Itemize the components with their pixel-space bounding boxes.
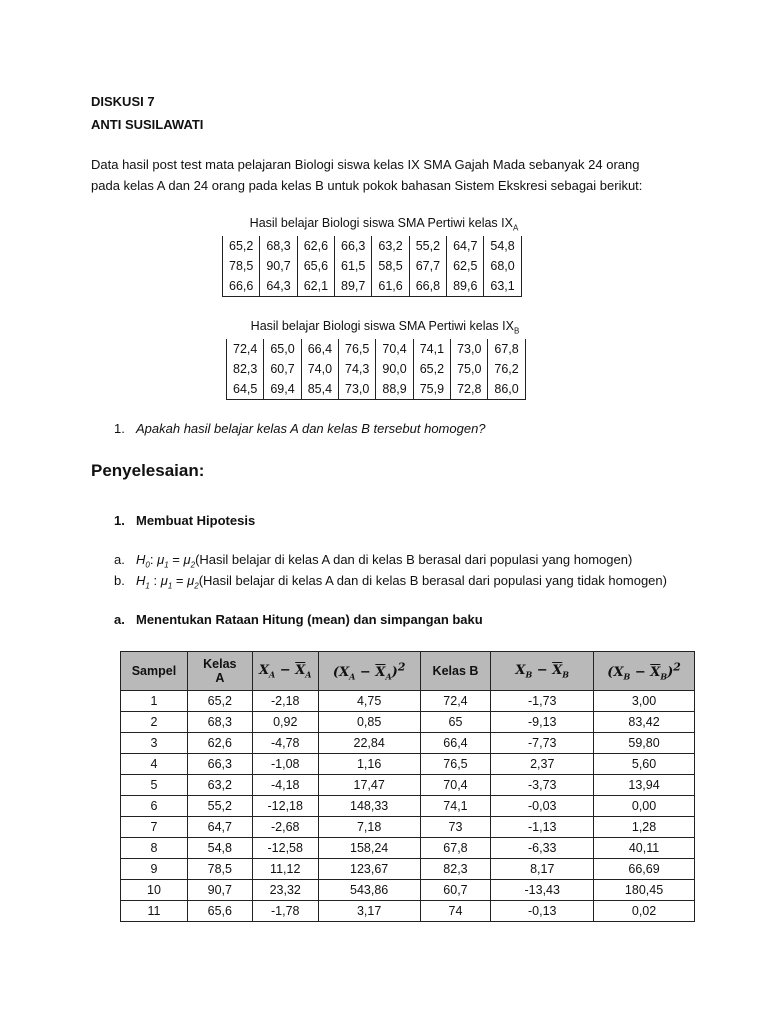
header-kelas-b: Kelas B: [420, 652, 491, 691]
h0-symbol: H: [136, 552, 146, 567]
table-cell: 11: [121, 901, 188, 922]
sq-b-close: ): [667, 664, 674, 680]
grid-cell: 75,0: [451, 359, 488, 379]
grid-cell: 86,0: [488, 379, 525, 400]
doc-title: DISKUSI 7: [91, 94, 155, 109]
dev-a-sub: A: [269, 669, 276, 680]
table-cell: 0,85: [318, 712, 420, 733]
dev-a-x: X: [258, 662, 270, 678]
mu-2-sub: 2: [190, 560, 196, 570]
table-cell: 64,7: [187, 817, 252, 838]
table-b-caption: [226, 319, 544, 336]
table-cell: 83,42: [594, 712, 695, 733]
table-cell: 123,67: [318, 859, 420, 880]
mu-1-symbol: μ: [157, 552, 165, 567]
grid-cell: 65,2: [223, 236, 260, 256]
table-b-caption-text: Hasil belajar Biologi siswa SMA Pertiwi kelas IX: [250, 319, 514, 333]
grid-cell: 89,6: [447, 276, 484, 297]
step-1-number: 1.: [114, 513, 125, 528]
hypothesis-h0: [114, 552, 632, 570]
table-cell: 65,6: [187, 901, 252, 922]
table-cell: 0,02: [594, 901, 695, 922]
table-row: [121, 775, 695, 796]
table-cell: 74: [420, 901, 491, 922]
grid-cell: 67,8: [488, 339, 525, 359]
grid-cell: 64,5: [227, 379, 264, 400]
table-row: [121, 712, 695, 733]
sq-b-x: X: [613, 664, 624, 680]
mu-1-symbol-b: μ: [160, 573, 168, 588]
grid-cell: 82,3: [227, 359, 264, 379]
grid-cell: 74,1: [413, 339, 450, 359]
sq-b-power: 2: [673, 660, 681, 674]
table-cell: 23,32: [252, 880, 318, 901]
grid-cell: 76,2: [488, 359, 525, 379]
table-row: [121, 817, 695, 838]
grid-cell: 63,1: [484, 276, 521, 297]
table-cell: 66,3: [187, 754, 252, 775]
grid-cell: 62,5: [447, 256, 484, 276]
h1-sub: 1: [145, 581, 150, 591]
table-cell: 543,86: [318, 880, 420, 901]
mu-1-sub-b: 1: [167, 581, 173, 591]
grid-cell: 90,0: [376, 359, 413, 379]
table-cell: 9: [121, 859, 188, 880]
grid-cell: 64,7: [447, 236, 484, 256]
table-cell: 65: [420, 712, 491, 733]
eq-sign: =: [168, 552, 184, 567]
question-text: Apakah hasil belajar kelas A dan kelas B tersebut homogen?: [136, 421, 486, 436]
grid-cell: 73,0: [339, 379, 376, 400]
step-2-text: Menentukan Rataan Hitung (mean) dan simpangan baku: [136, 612, 483, 627]
table-a-caption: [222, 216, 546, 233]
step-2-number: a.: [114, 612, 125, 627]
grid-cell: 66,6: [223, 276, 260, 297]
header-deviation-a: [252, 652, 318, 691]
grid-cell: 65,0: [264, 339, 301, 359]
h0-sep: :: [149, 552, 154, 567]
table-cell: -12,18: [252, 796, 318, 817]
table-cell: 1,28: [594, 817, 695, 838]
table-cell: 67,8: [420, 838, 491, 859]
header-squared-a: [318, 652, 420, 691]
table-a-caption-sub: A: [512, 223, 519, 233]
table-cell: 10: [121, 880, 188, 901]
grid-cell: 63,2: [372, 236, 409, 256]
table-cell: -3,73: [491, 775, 594, 796]
sq-a-open: (: [332, 664, 340, 680]
header-kelas-a: [187, 652, 252, 691]
sq-a-sub: A: [349, 671, 356, 682]
dev-a-xbar: $\overline{X}$: [295, 662, 306, 678]
step-2: [114, 612, 483, 627]
question-number: 1.: [114, 421, 125, 436]
table-cell: 158,24: [318, 838, 420, 859]
grid-row: [223, 276, 522, 297]
grid-cell: 75,9: [413, 379, 450, 400]
table-row: [121, 754, 695, 775]
grid-cell: 58,5: [372, 256, 409, 276]
h1-sep: :: [149, 573, 158, 588]
table-cell: 5: [121, 775, 188, 796]
table-class-b: [226, 339, 526, 400]
header-kelas-a-line1: Kelas: [203, 657, 237, 671]
table-cell: 59,80: [594, 733, 695, 754]
mu-2-symbol: μ: [183, 552, 191, 567]
table-cell: 70,4: [420, 775, 491, 796]
table-cell: 66,69: [594, 859, 695, 880]
eq-sign-b: =: [172, 573, 188, 588]
table-cell: 2: [121, 712, 188, 733]
table-cell: 3: [121, 733, 188, 754]
table-cell: -13,43: [491, 880, 594, 901]
table-cell: 68,3: [187, 712, 252, 733]
table-cell: -1,73: [491, 691, 594, 712]
dev-b-bar-sub: B: [562, 669, 570, 680]
header-sampel: Sampel: [121, 652, 188, 691]
table-cell: 66,4: [420, 733, 491, 754]
table-cell: 76,5: [420, 754, 491, 775]
table-a-caption-text: Hasil belajar Biologi siswa SMA Pertiwi kelas IX: [249, 216, 513, 230]
table-cell: -4,18: [252, 775, 318, 796]
table-cell: 1,16: [318, 754, 420, 775]
grid-cell: 78,5: [223, 256, 260, 276]
table-cell: -9,13: [491, 712, 594, 733]
step-1: [114, 513, 255, 528]
mean-std-table: [120, 651, 695, 922]
mu-2-sub-b: 2: [194, 581, 199, 591]
table-cell: -2,68: [252, 817, 318, 838]
table-cell: 54,8: [187, 838, 252, 859]
table-row: [121, 691, 695, 712]
table-cell: -12,58: [252, 838, 318, 859]
grid-cell: 55,2: [409, 236, 446, 256]
grid-cell: 54,8: [484, 236, 521, 256]
sq-b-xbar: $\overline{X}$: [650, 664, 661, 680]
table-cell: 0,92: [252, 712, 318, 733]
table-cell: -7,73: [491, 733, 594, 754]
sq-b-bar-sub: B: [660, 671, 668, 682]
sq-b-sub: B: [623, 671, 631, 682]
table-cell: 7: [121, 817, 188, 838]
table-row: [121, 901, 695, 922]
sq-b-minus: −: [630, 664, 651, 680]
h1-text: (Hasil belajar di kelas A dan di kelas B berasal dari populasi yang tidak homogen): [198, 573, 667, 588]
dev-b-sub: B: [525, 669, 533, 680]
table-cell: -0,03: [491, 796, 594, 817]
dev-a-bar-sub: A: [305, 669, 312, 680]
mu-1-sub: 1: [164, 560, 169, 570]
dev-b-minus: −: [532, 662, 553, 678]
table-cell: 5,60: [594, 754, 695, 775]
grid-cell: 88,9: [376, 379, 413, 400]
table-row: [121, 838, 695, 859]
hypothesis-h1: [114, 573, 667, 591]
table-cell: 90,7: [187, 880, 252, 901]
header-squared-b: [594, 652, 695, 691]
table-cell: 4: [121, 754, 188, 775]
section-heading: Penyelesaian:: [91, 461, 205, 480]
intro-paragraph: [91, 154, 691, 196]
author-name: ANTI SUSILAWATI: [91, 117, 204, 132]
sq-a-bar-sub: A: [385, 671, 392, 682]
sq-a-minus: −: [355, 664, 376, 680]
table-cell: 82,3: [420, 859, 491, 880]
grid-cell: 89,7: [335, 276, 372, 297]
header-kelas-a-line2: A: [215, 671, 225, 685]
mu-2-symbol-b: μ: [187, 573, 195, 588]
grid-cell: 68,0: [484, 256, 521, 276]
table-cell: 180,45: [594, 880, 695, 901]
table-cell: 22,84: [318, 733, 420, 754]
header-deviation-b: [491, 652, 594, 691]
grid-cell: 60,7: [264, 359, 301, 379]
grid-cell: 67,7: [409, 256, 446, 276]
table-cell: -1,78: [252, 901, 318, 922]
table-cell: 55,2: [187, 796, 252, 817]
grid-cell: 62,1: [297, 276, 334, 297]
table-cell: 11,12: [252, 859, 318, 880]
table-cell: 63,2: [187, 775, 252, 796]
grid-cell: 76,5: [339, 339, 376, 359]
table-cell: 78,5: [187, 859, 252, 880]
table-cell: -1,13: [491, 817, 594, 838]
table-row: [121, 880, 695, 901]
table-cell: 72,4: [420, 691, 491, 712]
table-cell: 62,6: [187, 733, 252, 754]
table-row: [121, 859, 695, 880]
grid-cell: 74,3: [339, 359, 376, 379]
table-cell: -4,78: [252, 733, 318, 754]
sq-b-open: (: [607, 664, 614, 680]
intro-line-1: Data hasil post test mata pelajaran Biologi siswa kelas IX SMA Gajah Mada sebanyak 24 orang: [91, 157, 640, 172]
grid-row: [223, 256, 522, 276]
grid-cell: 64,3: [260, 276, 297, 297]
table-cell: 65,2: [187, 691, 252, 712]
h1-symbol: H: [136, 573, 146, 588]
table-cell: -6,33: [491, 838, 594, 859]
grid-cell: 66,4: [301, 339, 338, 359]
dev-a-minus: −: [275, 662, 296, 678]
grid-cell: 69,4: [264, 379, 301, 400]
grid-cell: 61,6: [372, 276, 409, 297]
grid-cell: 85,4: [301, 379, 338, 400]
table-row: [121, 733, 695, 754]
h0-sub: 0: [145, 560, 150, 570]
table-cell: 6: [121, 796, 188, 817]
grid-cell: 74,0: [301, 359, 338, 379]
table-cell: 73: [420, 817, 491, 838]
table-cell: 3,00: [594, 691, 695, 712]
grid-cell: 73,0: [451, 339, 488, 359]
table-cell: 8,17: [491, 859, 594, 880]
hypothesis-h1-num: b.: [114, 573, 125, 588]
table-cell: 74,1: [420, 796, 491, 817]
sq-a-x: X: [339, 664, 350, 680]
hypothesis-h0-num: a.: [114, 552, 125, 567]
step-1-text: Membuat Hipotesis: [136, 513, 256, 528]
table-cell: 0,00: [594, 796, 695, 817]
grid-cell: 62,6: [297, 236, 334, 256]
table-row: [121, 796, 695, 817]
grid-row: [223, 236, 522, 256]
table-cell: 4,75: [318, 691, 420, 712]
grid-cell: 66,8: [409, 276, 446, 297]
grid-row: [227, 339, 526, 359]
grid-row: [227, 379, 526, 400]
sq-a-power: 2: [397, 660, 406, 674]
table-cell: 13,94: [594, 775, 695, 796]
sq-a-xbar: $\overline{X}$: [375, 664, 386, 680]
grid-cell: 61,5: [335, 256, 372, 276]
table-b-caption-sub: B: [513, 326, 520, 336]
table-class-a: [222, 236, 522, 297]
table-cell: 148,33: [318, 796, 420, 817]
grid-cell: 65,6: [297, 256, 334, 276]
table-cell: 40,11: [594, 838, 695, 859]
dev-b-x: X: [515, 662, 526, 678]
grid-cell: 70,4: [376, 339, 413, 359]
table-cell: 8: [121, 838, 188, 859]
question-1: [114, 421, 486, 436]
table-header-row: [121, 652, 695, 691]
table-cell: -2,18: [252, 691, 318, 712]
grid-row: [227, 359, 526, 379]
table-cell: 2,37: [491, 754, 594, 775]
dev-b-xbar: $\overline{X}$: [552, 662, 563, 678]
table-cell: 1: [121, 691, 188, 712]
grid-cell: 66,3: [335, 236, 372, 256]
grid-cell: 90,7: [260, 256, 297, 276]
grid-cell: 65,2: [413, 359, 450, 379]
table-cell: 3,17: [318, 901, 420, 922]
h0-text: (Hasil belajar di kelas A dan di kelas B berasal dari populasi yang homogen): [195, 552, 633, 567]
grid-cell: 72,4: [227, 339, 264, 359]
intro-line-2: pada kelas A dan 24 orang pada kelas B untuk pokok bahasan Sistem Ekskresi sebagai berikut:: [91, 178, 643, 193]
table-cell: 17,47: [318, 775, 420, 796]
table-cell: -1,08: [252, 754, 318, 775]
table-cell: 7,18: [318, 817, 420, 838]
grid-cell: 68,3: [260, 236, 297, 256]
table-cell: -0,13: [491, 901, 594, 922]
sq-a-close: ): [391, 664, 398, 680]
grid-cell: 72,8: [451, 379, 488, 400]
table-cell: 60,7: [420, 880, 491, 901]
